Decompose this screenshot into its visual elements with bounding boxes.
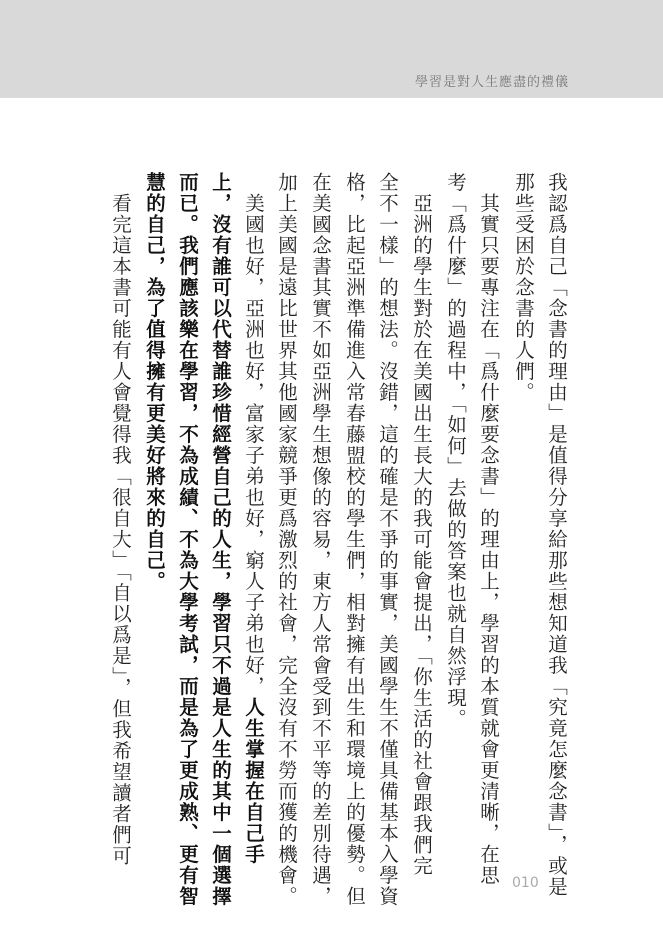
text-column: 格，比起亞洲準備進入常春藤盟校的學生們，相對擁有出生和環境上的優勢。但 bbox=[343, 172, 366, 907]
text-column: 而已。我們應該樂在學習，不為成績、不為大學考試，而是為了更成熟、更有智 bbox=[176, 172, 199, 907]
text-column: 慧的自己，為了值得擁有更美好將來的自己。 bbox=[143, 172, 166, 592]
text-column: 上，沒有誰可以代替誰珍惜經營自己的人生，學習只不過是人生的其中一個選擇 bbox=[209, 172, 232, 907]
text-column: 其實只要專注在「爲什麼要念書」的理由上，學習的本質就會更清晰，在思 bbox=[477, 172, 500, 886]
text-run-bold: 人生掌握在自己手 bbox=[242, 697, 265, 865]
text-column: 加上美國是遠比世界其他國家競爭更爲激烈的社會，完全沒有不勞而獲的機會。 bbox=[275, 172, 298, 907]
text-column: 考「爲什麼」的過程中，「如何」去做的答案也就自然浮現。 bbox=[444, 172, 467, 730]
text-run: 美國也好，亞洲也好，富家子弟也好，窮人子弟也好， bbox=[242, 172, 265, 697]
text-column: 在美國念書其實不如亞洲學生想像的容易，東方人常會受到不平等的差別待遇， bbox=[309, 172, 332, 907]
text-column: 看完這本書可能有人會覺得我「很自大」「自以爲是」，但我希望讀者們可 bbox=[109, 172, 132, 867]
text-column: 亞洲的學生對於在美國出生長大的我可能會提出，「你生活的社會跟我們完 bbox=[410, 172, 433, 877]
text-column bbox=[236, 172, 270, 872]
running-title: 學習是對人生應盡的禮儀 bbox=[414, 75, 569, 90]
text-column: 全不一樣」的想法。沒錯，這的確是不爭的事實，美國學生不僅具備基本入學資 bbox=[376, 172, 399, 907]
text-column: 我認爲自己「念書的理由」是值得分享給那些想知道我「究竟怎麼念書」，或是 bbox=[545, 172, 568, 898]
page-number: 010 bbox=[512, 875, 539, 891]
text-column: 那些受困於念書的人們。 bbox=[512, 172, 535, 403]
